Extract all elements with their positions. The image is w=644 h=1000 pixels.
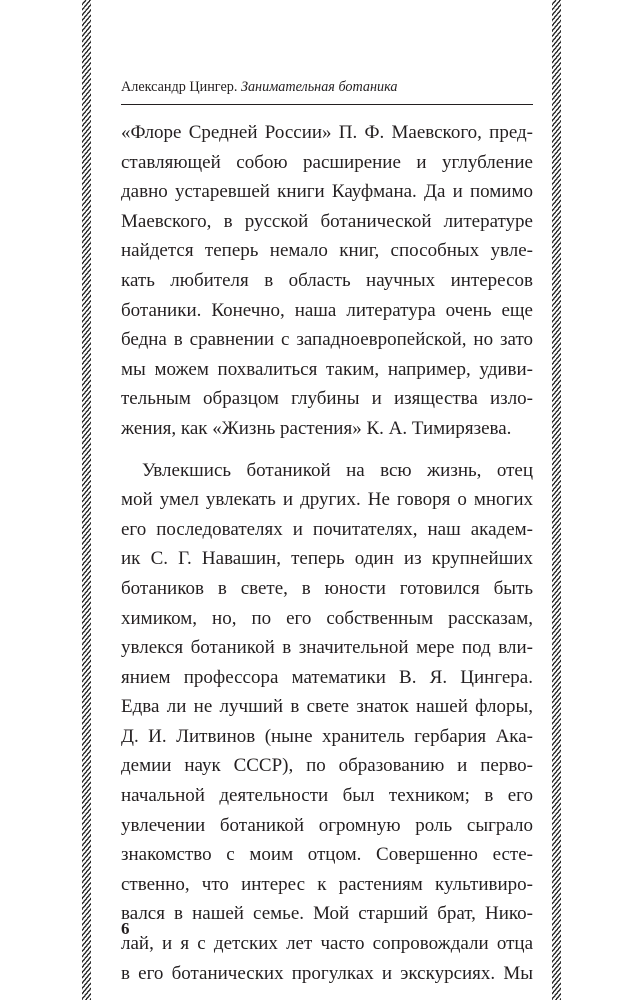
page-number: 6 — [121, 919, 130, 938]
running-head — [121, 78, 398, 96]
text-line: ботаников в свете, в юности готовился быть — [121, 577, 533, 599]
left-decorative-border — [82, 0, 91, 1000]
text-line: давно устаревшей книги Кауфмана. Да и помимо — [121, 181, 533, 203]
text-line: ственно, что интерес к растениям культивиро- — [121, 873, 533, 895]
text-line: найдется теперь немало книг, способных увле- — [121, 240, 533, 262]
text-line: увлечении ботаникой огромную роль сыграло — [121, 814, 533, 836]
text-line: мы можем похвалиться таким, например, удиви- — [121, 358, 533, 380]
running-head-author: Александр Цингер. — [121, 79, 238, 95]
text-line: янием профессора математики В. Я. Цингера. — [121, 666, 533, 688]
text-line: вался в нашей семье. Мой старший брат, Нико- — [121, 903, 533, 925]
text-line: химиком, но, по его собственным рассказам, — [121, 607, 533, 629]
text-line: бедна в сравнении с западноевропейской, но зато — [121, 329, 533, 351]
text-line: демии наук СССР), по образованию и перво- — [121, 755, 533, 777]
running-head-title: Занимательная ботаника — [240, 79, 398, 95]
text-line: ботаники. Конечно, наша литература очень еще — [121, 299, 533, 321]
text-line: Д. И. Литвинов (ныне хранитель гербария Ака- — [121, 725, 533, 747]
text-line: знакомство с моим отцом. Совершенно есте- — [121, 844, 533, 866]
running-head-rule — [121, 104, 533, 105]
text-line: начальной деятельности был техником; в его — [121, 785, 533, 807]
body-text — [121, 118, 533, 988]
text-line: Едва ли не лучший в свете знаток нашей флоры, — [121, 696, 533, 718]
paragraph-gap — [121, 444, 533, 456]
text-line: увлекся ботаникой в значительной мере под вли- — [121, 637, 533, 659]
text-line: жения, как «Жизнь растения» К. А. Тимирязева. — [121, 417, 512, 439]
text-line: его последователях и почитателях, наш академ- — [121, 518, 533, 540]
text-line: Увлекшись ботаникой на всю жизнь, отец — [142, 459, 533, 481]
text-line: мой умел увлекать и других. Не говоря о многих — [121, 489, 533, 511]
text-line: «Флоре Средней России» П. Ф. Маевского, пред- — [121, 122, 533, 143]
text-line: кать любителя в область научных интересов — [121, 269, 533, 291]
text-line: в его ботанических прогулках и экскурсиях. Мы — [121, 962, 533, 984]
text-line: Маевского, в русской ботанической литературе — [121, 210, 533, 232]
text-line: ик С. Г. Навашин, теперь один из крупнейших — [121, 548, 533, 570]
text-line: тельным образцом глубины и изящества изло- — [121, 388, 533, 410]
paragraph — [121, 118, 533, 444]
text-line: лай, и я с детских лет часто сопровождали отца — [121, 933, 533, 955]
paragraph — [121, 456, 533, 989]
right-decorative-border — [552, 0, 561, 1000]
text-line: ставляющей собою расширение и углубление — [121, 151, 533, 173]
